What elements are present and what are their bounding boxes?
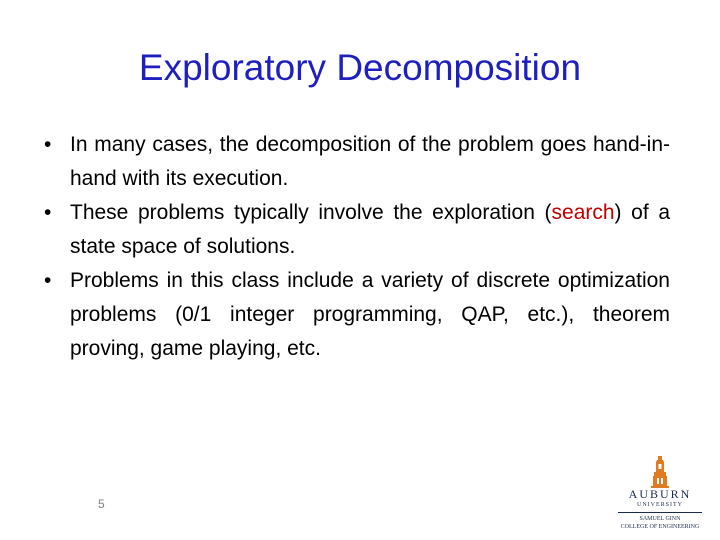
page-number: 5 — [98, 497, 105, 511]
auburn-tower-icon — [649, 454, 671, 488]
auburn-logo — [612, 454, 708, 534]
bullet-item — [44, 128, 670, 196]
bullet-symbol: • — [44, 269, 52, 292]
bullet-item — [44, 196, 670, 264]
logo-divider — [618, 512, 702, 513]
logo-subtitle: UNIVERSITY — [637, 502, 683, 508]
bullet-text-after: ) of a state space of solutions. — [70, 201, 670, 258]
bullet-text: In many cases, the decomposition of the problem goes hand-in-hand with its execution. — [70, 133, 670, 190]
logo-college-line2: COLLEGE OF ENGINEERING — [620, 524, 700, 530]
bullet-symbol: • — [44, 201, 52, 224]
bullet-symbol: • — [44, 133, 52, 156]
bullet-text: Problems in this class include a variety of discrete optimization problems (0/1 integer programming, QAP, etc.), theorem proving, game playing, etc. — [70, 269, 670, 360]
logo-name: AUBURN — [628, 487, 692, 501]
slide-title: Exploratory Decomposition — [138, 47, 582, 88]
bullet-list — [44, 128, 670, 366]
logo-college-line1: SAMUEL GINN — [639, 516, 681, 522]
bullet-text — [70, 201, 670, 258]
highlight-search: search — [551, 201, 615, 224]
bullet-text-before: These problems typically involve the exploration ( — [70, 201, 552, 224]
bullet-item — [44, 264, 670, 366]
